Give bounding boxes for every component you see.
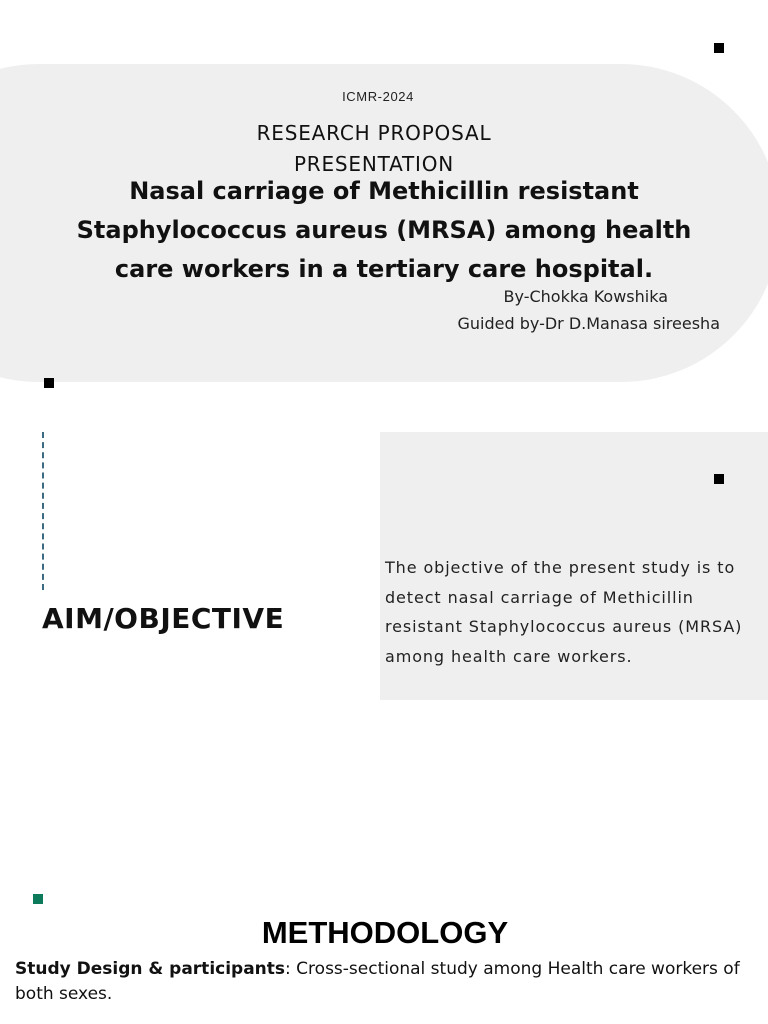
aim-heading: AIM/OBJECTIVE [42,602,285,635]
presentation-kicker: RESEARCH PROPOSAL PRESENTATION [256,121,492,176]
decorative-square [714,43,724,53]
decorative-square [714,474,724,484]
conference-label: ICMR-2024 [342,89,414,104]
methodology-study-design [15,957,745,1007]
decorative-square [44,378,54,388]
title-banner [0,64,768,382]
study-design-label: Study Design & participants [15,959,286,979]
author-byline: By-Chokka Kowshika [503,287,668,306]
methodology-heading: METHODOLOGY [261,915,509,950]
decorative-square-green [33,894,43,904]
objective-text: The objective of the present study is to detect nasal carriage of Methicillin resistant Staphylococcus aureus (MRSA) among health care workers. [385,558,743,666]
objective-panel [380,432,768,700]
dashed-divider [42,432,44,590]
guide-byline: Guided by-Dr D.Manasa sireesha [457,314,720,333]
page-title: Nasal carriage of Methicillin resistant Staphylococcus aureus (MRSA) among health care workers in a tertiary care hospital. [76,177,692,283]
study-design-text: : Cross-sectional study among Health care workers of both sexes. [15,959,740,1004]
